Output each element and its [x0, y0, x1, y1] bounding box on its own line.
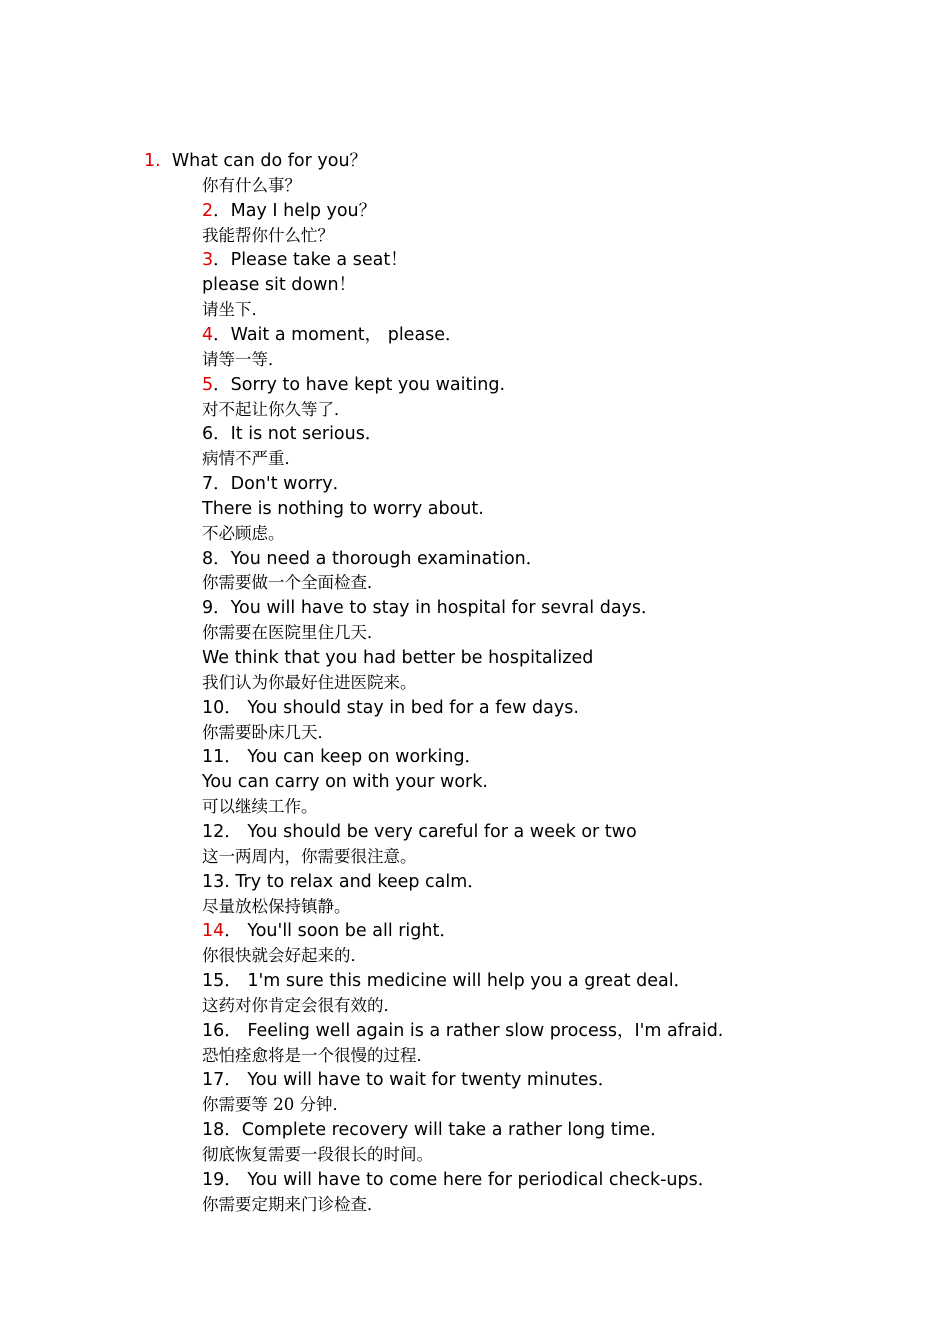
- chinese-translation: [202, 398, 351, 422]
- item-number: 8: [202, 548, 214, 569]
- item-number: 3: [202, 250, 214, 271]
- line-text: 我们认为你最好住进医院来。: [202, 672, 417, 692]
- sentence-line: [202, 273, 356, 297]
- line-text: 你需要在医院里住几天．: [202, 623, 384, 643]
- numbered-sentence: [202, 745, 482, 769]
- line-text: 你很快就会好起来的．: [202, 946, 367, 966]
- item-number: 9: [202, 598, 214, 619]
- numbered-sentence: [202, 919, 457, 943]
- item-number: 14: [202, 921, 225, 942]
- chinese-translation: [202, 1143, 433, 1167]
- numbered-sentence: [202, 248, 408, 272]
- chinese-translation: [202, 994, 400, 1018]
- chinese-translation: [202, 895, 351, 919]
- line-text: You can carry on with your work.: [202, 772, 488, 793]
- line-text: 彻底恢复需要一段很长的时间。: [202, 1145, 433, 1164]
- line-text: ． You will have to wait for twenty minutes．: [224, 1070, 616, 1091]
- line-text: ．Wait a moment， please．: [213, 324, 463, 345]
- line-text: There is nothing to worry about.: [202, 498, 484, 519]
- line-text: ． Feeling well again is a rather slow process，I'm afraid.: [224, 1020, 724, 1041]
- item-number: 18: [202, 1120, 225, 1141]
- chinese-translation: [202, 447, 301, 471]
- line-text: 这一两周内，你需要很注意。: [202, 846, 417, 866]
- line-text: 请坐下．: [202, 300, 268, 320]
- chinese-translation: [202, 348, 285, 372]
- item-number: 19: [202, 1169, 225, 1190]
- line-text: What can do for you？: [160, 151, 368, 171]
- numbered-sentence: [202, 696, 579, 720]
- chinese-translation: [202, 795, 318, 819]
- numbered-sentence: [202, 820, 637, 844]
- numbered-sentence: [144, 149, 367, 173]
- item-number: 15: [202, 971, 225, 992]
- line-text: ．Complete recovery will take a rather long time．: [224, 1120, 668, 1141]
- item-number: 11: [202, 747, 225, 768]
- numbered-sentence: [202, 969, 691, 993]
- line-text: ．May I help you？: [213, 200, 377, 221]
- numbered-sentence: [202, 1019, 723, 1043]
- item-number: 12: [202, 821, 225, 842]
- line-text: 请等一等．: [202, 349, 285, 369]
- line-text: 你有什么事？: [202, 175, 301, 195]
- chinese-translation: [202, 224, 334, 248]
- chinese-translation: [202, 1093, 349, 1117]
- line-text: ． You can keep on working．: [224, 747, 483, 768]
- item-number: 5: [202, 374, 214, 395]
- chinese-translation: [202, 845, 417, 869]
- item-number: 16: [202, 1020, 225, 1041]
- line-text: 尽量放松保持镇静。: [202, 896, 351, 916]
- numbered-sentence: [202, 1118, 668, 1142]
- chinese-translation: [202, 721, 334, 745]
- numbered-sentence: [202, 472, 350, 496]
- item-number: 1.: [144, 151, 161, 171]
- chinese-translation: [202, 1193, 384, 1217]
- numbered-sentence: [202, 373, 505, 397]
- item-number: 6: [202, 424, 214, 445]
- line-text: ．Don't worry．: [213, 474, 351, 495]
- line-text: ．It is not serious．: [213, 424, 383, 445]
- line-text: 你需要卧床几天．: [202, 722, 334, 742]
- numbered-sentence: [202, 323, 463, 347]
- chinese-translation: [202, 522, 285, 546]
- numbered-sentence: [202, 199, 376, 223]
- line-text: ．Please take a seat！: [213, 250, 408, 271]
- numbered-sentence: [202, 547, 543, 571]
- item-number: 13: [202, 871, 225, 892]
- chinese-translation: [202, 298, 268, 322]
- line-text: ． You should be very careful for a week or two: [224, 821, 637, 842]
- line-text: 我能帮你什么忙？: [202, 225, 334, 245]
- line-text: 这药对你肯定会很有效的．: [202, 995, 400, 1015]
- line-text: ．You will have to stay in hospital for sevral days．: [213, 598, 659, 619]
- sentence-line: [202, 770, 488, 794]
- chinese-translation: [202, 944, 367, 968]
- item-number: 7: [202, 474, 214, 495]
- chinese-translation: [202, 174, 301, 198]
- chinese-translation: [202, 671, 417, 695]
- line-text: ． You should stay in bed for a few days.: [224, 697, 579, 718]
- sentence-line: [202, 497, 484, 521]
- item-number: 17: [202, 1070, 225, 1091]
- chinese-translation: [202, 621, 384, 645]
- line-text: ．Sorry to have kept you waiting.: [213, 374, 506, 395]
- line-text: ． 1'm sure this medicine will help you a great deal．: [224, 971, 692, 992]
- line-text: please sit down！: [202, 275, 357, 296]
- numbered-sentence: [202, 1068, 615, 1092]
- numbered-sentence: [202, 870, 485, 894]
- chinese-translation: [202, 571, 384, 595]
- item-number: 2: [202, 200, 214, 221]
- line-text: 对不起让你久等了．: [202, 399, 351, 419]
- numbered-sentence: [202, 596, 659, 620]
- line-text: 你需要定期来门诊检查．: [202, 1194, 384, 1214]
- sentence-line: [202, 646, 593, 670]
- line-text: ． You'll soon be all right．: [224, 921, 457, 942]
- item-number: 10: [202, 697, 225, 718]
- line-text: ． You will have to come here for periodical check-ups．: [224, 1169, 716, 1190]
- item-number: 4: [202, 324, 214, 345]
- numbered-sentence: [202, 1168, 715, 1192]
- numbered-sentence: [202, 422, 382, 446]
- line-text: 恐怕痊愈将是一个很慢的过程．: [202, 1045, 433, 1065]
- line-text: 你需要做一个全面检查．: [202, 573, 384, 593]
- line-text: 可以继续工作。: [202, 797, 318, 817]
- line-text: . Try to relax and keep calm．: [224, 871, 485, 892]
- line-text: 病情不严重．: [202, 449, 301, 469]
- line-text: 你需要等 20 分钟．: [202, 1095, 349, 1115]
- line-text: ．You need a thorough examination．: [213, 548, 544, 569]
- chinese-translation: [202, 1044, 433, 1068]
- line-text: 不必顾虑。: [202, 523, 285, 543]
- line-text: We think that you had better be hospitalized: [202, 648, 594, 668]
